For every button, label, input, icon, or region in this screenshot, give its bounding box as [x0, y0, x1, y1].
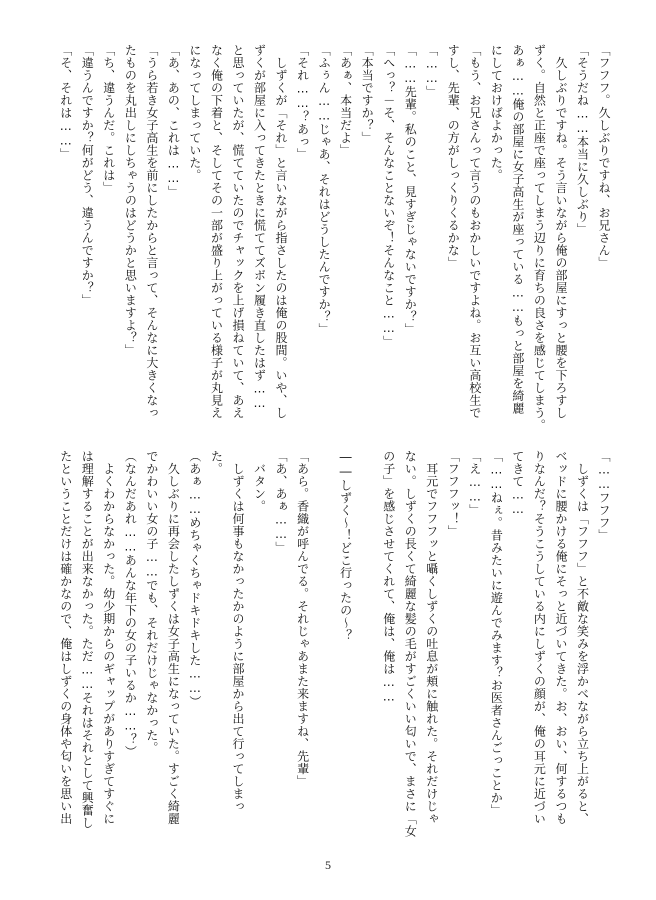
text-line: たということだけは確かなので、俺はしずくの身体や匂いを思い出	[58, 450, 73, 825]
text-line: と思っていたが、慌てていたのでチャックを上げ損ねていて、あえ	[230, 44, 245, 419]
text-line: しずくは何事もなかったかのように部屋から出て行ってしまっ	[230, 450, 245, 813]
text-line: ずく。自然と正座で座ってしまう辺りに育ちの良さを感じてしまう。	[532, 44, 547, 432]
text-line: （なんだあれ……あんな年下の女の子いるか……？）	[123, 450, 138, 758]
text-line: 「え……」	[467, 450, 482, 517]
text-line: 「あ、あぁ……」	[274, 450, 289, 554]
text-line: 「あぁ、本当だよ」	[338, 44, 353, 157]
text-line: 「うら若き女子高生を前にしたからと言って、そんなに大きくなっ	[144, 44, 159, 419]
text-line: たものを丸出しにしちゃうのはどうかと思いますよ？」	[123, 44, 138, 357]
upper-text-block	[56, 44, 616, 432]
text-line: ない。しずくの長くて綺麗な髪の毛がすごくいい匂いで、まさに「女	[403, 450, 418, 838]
text-line: 「……」	[424, 44, 439, 98]
text-line: 「もう、お兄さんって言うのもおかしいですよね。お互い高校生で	[467, 44, 482, 419]
text-line: 「フフフ。久しぶりですね、お兄さん」	[597, 44, 611, 269]
text-line: 「……ねぇ。昔みたいに遊んでみます？お医者さんごっことか」	[489, 450, 504, 817]
text-line: 「そ、それは……」	[58, 44, 73, 161]
text-line	[358, 450, 380, 838]
text-line: にしておけばよかった。	[489, 44, 504, 182]
text-line: 「ふぅん……じゃあ、それはどうしたんですか？」	[317, 44, 332, 336]
text-line: よくわからなかった。幼少期からのギャップがありすぎてすぐに	[101, 450, 116, 825]
text-line: ベッドに腰かける俺にそっと近づいてきた。お、おい、何するつも	[553, 450, 568, 825]
text-line: 「ち、違うんだ。これは」	[101, 44, 116, 194]
lower-text-block	[56, 450, 616, 838]
text-line	[315, 450, 337, 838]
text-line: は理解することが出来なかった。ただ……それはそれとして興奮し	[80, 450, 95, 829]
text-line: 久しぶりですね。そう言いながら俺の部屋にすっと腰を下ろすし	[553, 44, 568, 419]
text-line: 「それ……？あっ」	[295, 44, 310, 161]
text-line: の子」を感じさせてくれて、俺は、俺は……	[381, 450, 396, 704]
text-line: 久しぶりに再会したしずくは女子高生になっていた。すごく綺麗	[166, 450, 181, 825]
text-line: ――しずく～！どこ行ったの～？	[338, 450, 353, 642]
page-number: 5	[325, 858, 331, 872]
text-line: 「違うんですか？何がどう、違うんですか？」	[80, 44, 95, 307]
text-line: 耳元でフフフッと囁くしずくの吐息が頬に触れた。それだけじゃ	[424, 450, 439, 825]
text-line: すし、先輩、の方がしっくりくるかな」	[446, 44, 461, 269]
text-line: てきて……	[510, 450, 525, 517]
text-line: 「……先輩。私のこと、見すぎじゃないですか？」	[403, 44, 418, 336]
text-line: 「……フフフ」	[597, 450, 611, 542]
text-line: バタン。	[252, 450, 267, 513]
text-line: なく俺の下着と、そしてその一部が盛り上がっている様子が丸見え	[209, 44, 224, 419]
text-line: 「あ、あの、これは……」	[166, 44, 181, 198]
text-line: でかわいい女の子……でも、それだけじゃなかった。	[144, 450, 159, 754]
text-line: 「へっ？－そ、そんなことないぞ！そんなこと……」	[381, 44, 396, 348]
text-line: 「そうだね……本当に久しぶり」	[575, 44, 590, 236]
text-line: になってしまっていた。	[187, 44, 202, 182]
text-line: しずくが「それ」と言いながら指さしたのは俺の股間。いや、し	[274, 44, 289, 419]
text-line: しずくは「フフフ」と不敵な笑みを浮かべながら立ち上がると、	[575, 450, 590, 825]
text-line: た。	[209, 450, 224, 475]
text-line: 「フフフッ！」	[446, 450, 461, 538]
text-line: ずくが部屋に入ってきたときに慌ててズボン履き直したはず……	[252, 44, 267, 411]
text-line: あぁ……俺の部屋に女子高生が座っている……もっと部屋を綺麗	[510, 44, 525, 415]
text-line: 「本当ですか？」	[360, 44, 375, 144]
text-line: （あぁ……めちゃくちゃドキドキした……）	[187, 450, 202, 708]
text-line: りなんだ？そうこうしている内にしずくの顔が、俺の耳元に近づい	[532, 450, 547, 825]
text-line: 「あら。香織が呼んでる。それじゃあまた来ますね、先輩」	[295, 450, 310, 788]
